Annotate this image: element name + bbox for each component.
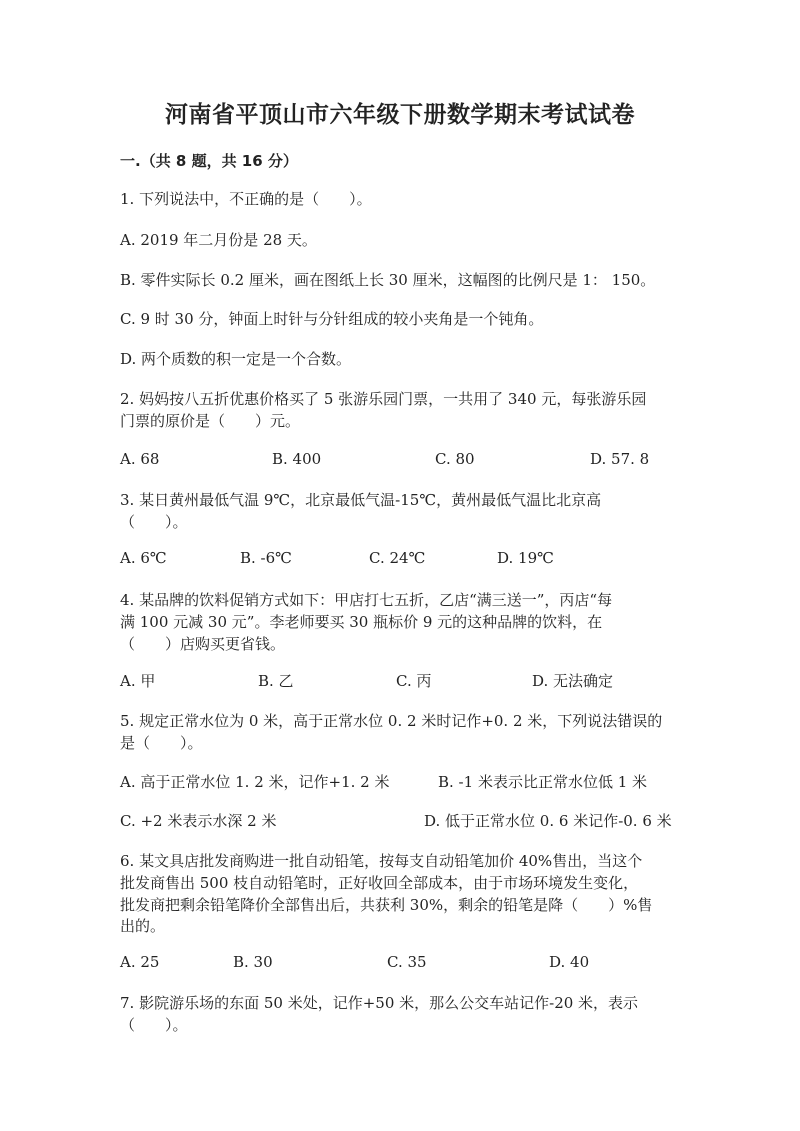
q3-stem-line1: 3. 某日黄州最低气温 9℃，北京最低气温-15℃，黄州最低气温比北京高 [120,491,602,509]
q6-option-a: A. 25 [120,953,160,971]
q5-stem-line2: 是（ ）。 [120,734,203,752]
q2-option-c: C. 80 [435,450,475,468]
q3-option-d: D. 19℃ [497,549,554,567]
q4-stem-line3: （ ）店购买更省钱。 [120,635,286,653]
q4-option-a: A. 甲 [120,672,156,690]
q7-stem-line1: 7. 影院游乐场的东面 50 米处，记作+50 米，那么公交车站记作-20 米，表示 [120,994,639,1012]
q5-option-a: A. 高于正常水位 1. 2 米，记作+1. 2 米 [120,773,390,791]
q7-stem-line2: （ ）。 [120,1016,188,1034]
q6-stem-line4: 出的。 [120,917,166,935]
q4-stem-line2: 满 100 元减 30 元”。李老师要买 30 瓶标价 9 元的这种品牌的饮料，在 [120,613,603,631]
q1-option-b: B. 零件实际长 0.2 厘米，画在图纸上长 30 厘米，这幅图的比例尺是 1： 150。 [120,271,656,289]
q4-option-c: C. 丙 [396,672,432,690]
q3-option-a: A. 6℃ [120,549,167,567]
q3-option-c: C. 24℃ [369,549,426,567]
q5-option-c: C. +2 米表示水深 2 米 [120,812,277,830]
q2-option-b: B. 400 [272,450,322,468]
q1-option-a: A. 2019 年二月份是 28 天。 [120,231,317,249]
q5-option-b: B. -1 米表示比正常水位低 1 米 [438,773,648,791]
q2-option-d: D. 57. 8 [590,450,650,468]
q2-stem-line1: 2. 妈妈按八五折优惠价格买了 5 张游乐园门票，一共用了 340 元，每张游乐园 [120,390,647,408]
section-heading: 一.（共 8 题，共 16 分） [120,152,298,170]
q6-stem-line3: 批发商把剩余铅笔降价全部售出后，共获利 30%，剩余的铅笔是降（ ）%售 [120,896,653,914]
q6-stem-line1: 6. 某文具店批发商购进一批自动铅笔，按每支自动铅笔加价 40%售出，当这个 [120,852,643,870]
q5-stem-line1: 5. 规定正常水位为 0 米，高于正常水位 0. 2 米时记作+0. 2 米，下列说法错误的 [120,712,663,730]
q2-option-a: A. 68 [120,450,160,468]
q2-stem-line2: 门票的原价是（ ）元。 [120,412,301,430]
q6-option-b: B. 30 [233,953,273,971]
q4-stem-line1: 4. 某品牌的饮料促销方式如下：甲店打七五折，乙店“满三送一”，丙店“每 [120,591,613,609]
q6-stem-line2: 批发商售出 500 枝自动铅笔时，正好收回全部成本，由于市场环境发生变化， [120,874,639,892]
q1-option-c: C. 9 时 30 分，钟面上时针与分针组成的较小夹角是一个钝角。 [120,310,544,328]
q6-option-d: D. 40 [549,953,590,971]
exam-title: 河南省平顶山市六年级下册数学期末考试试卷 [165,102,635,128]
q3-stem-line2: （ ）。 [120,513,188,531]
q4-option-d: D. 无法确定 [532,672,614,690]
q4-option-b: B. 乙 [258,672,294,690]
q3-option-b: B. -6℃ [240,549,292,567]
q1-stem: 1. 下列说法中，不正确的是（ ）。 [120,190,372,208]
q5-option-d: D. 低于正常水位 0. 6 米记作-0. 6 米 [424,812,672,830]
q1-option-d: D. 两个质数的积一定是一个合数。 [120,350,352,368]
q6-option-c: C. 35 [387,953,427,971]
